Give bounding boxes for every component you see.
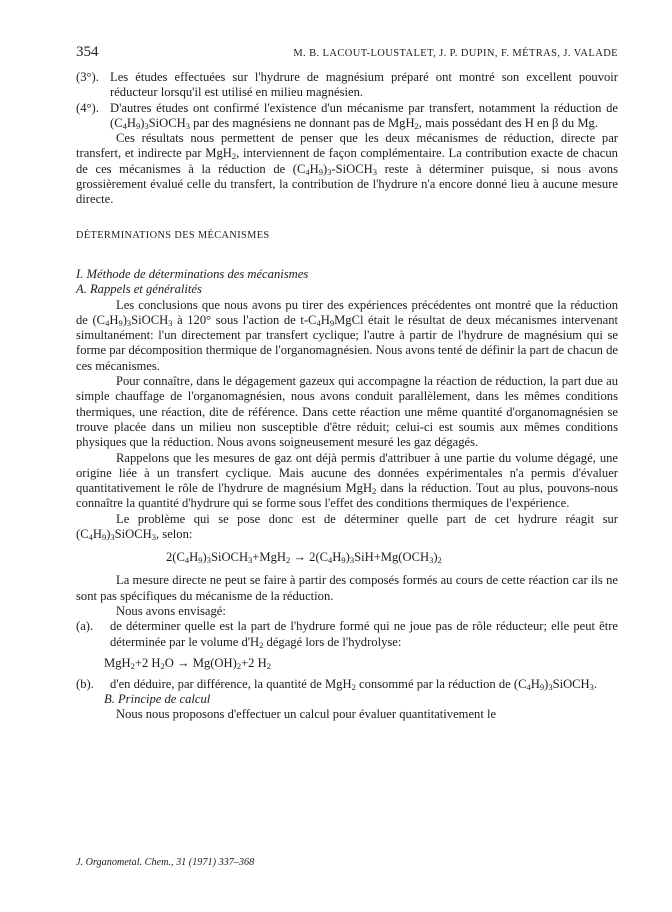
paragraph-probleme: Le problème qui se pose donc est de déterminer quelle part de cet hydrure réagit sur $(C_4H_9)_3SiOCH_3$, selon: xyxy=(76,511,618,543)
running-authors: M. B. LACOUT-LOUSTALET, J. P. DUPIN, F. MÉTRAS, J. VALADE xyxy=(293,48,618,59)
item-label: (b). xyxy=(76,676,94,691)
list-item-a xyxy=(76,619,618,650)
item-text: D'autres études ont confirmé l'existence d'un mécanisme par transfert, notamment la réduction de $(C_4H_9)_3SiOCH_3$ par des magnésiens ne donnant pas de MgH$_2$, mais possédant des H en β du Mg. xyxy=(110,100,618,131)
equation-reduction: $2(C_4H_9)_3SiOCH_3+MgH_2 \to 2(C_4H_9)_3SiH+Mg(OCH_3)_2$ xyxy=(166,550,442,566)
paragraph-calcul: Nous nous proposons d'effectuer un calcul pour évaluer quantitativement le xyxy=(116,707,497,722)
section-title: DÉTERMINATIONS DES MÉCANISMES xyxy=(76,229,270,241)
item-label: (4°). xyxy=(76,100,99,115)
item-label: (a). xyxy=(76,619,94,634)
list-item-3 xyxy=(76,70,618,101)
running-header xyxy=(76,44,618,70)
heading-principe: B. Principe de calcul xyxy=(104,692,211,707)
item-label: (3°). xyxy=(76,70,99,84)
page xyxy=(76,44,618,723)
heading-rappels: A. Rappels et généralités xyxy=(76,282,202,297)
intro-paragraph: Ces résultats nous permettent de penser que les deux mécanismes de réduction, directe par transfert, et indirecte par MgH$_2$, interviennent de façon complémentaire. La contribution exacte de chacun de ces mécanismes à la réduction de $(C_4H_9)_3-SiOCH_3$ reste à déterminer puisque, si nous avons grossièrement évalué celle du transfert, la contribution de l'hydrure n'a encore donné lieu à aucune mesure directe. xyxy=(76,131,618,207)
page-number: 354 xyxy=(76,44,99,60)
paragraph-reference: Pour connaître, dans le dégagement gazeux qui accompagne la réaction de réduction, la part due au simple chauffage de l'organomagnésien, nous avons conduit parallèlement, dans les mêmes conditions thermiques, une réaction, dite de référence. Dans cette réaction une même quantité d'organomagnésien se trouve placée dans un milieu non susceptible d'être réduit; celui-ci est soumis aux mêmes conditions physiques que la réduction. Nous avons soigneusement mesuré les gaz dégagés. xyxy=(76,374,618,450)
item-text: Les études effectuées sur l'hydrure de magnésium préparé ont montré son excellent pouvoir réducteur lorsqu'il est utilisé en milieu magnésien. xyxy=(110,70,618,100)
journal-footer: J. Organometal. Chem., 31 (1971) 337–368 xyxy=(76,857,255,868)
item-text: d'en déduire, par différence, la quantité de MgH$_2$ consommé par la réduction de $(C_4H_9)_3SiOCH_3$. xyxy=(110,676,598,692)
list-item-b xyxy=(76,677,618,692)
item-text: de déterminer quelle est la part de l'hydrure formé qui ne joue pas de rôle réducteur; elle peut être déterminée par le volume $d'H_2$ dégagé lors de l'hydrolyse: xyxy=(110,619,618,650)
paragraph-conclusions: Les conclusions que nous avons pu tirer des expériences précédentes ont montré que la réduction de $(C_4H_9)_3SiOCH_3$ à 120° sous l'action de $t-C_4H_9MgCl$ était le résultat de deux mécanismes intervenant simultanément: l'un directement par transfert cyclique; l'autre à partir de l'hydrure de magnésium qui se forme par décomposition thermique de l'organomagnésien. Nous avons tenté de définir la part de chacun de ces mécanismes. xyxy=(76,297,618,373)
paragraph-rappelons: Rappelons que les mesures de gaz ont déjà permis d'attribuer à une partie du volume dégagé, une origine liée à un transfert cyclique. Mais aucune des données expérimentales n'a permis d'évaluer quantitativement le rôle de l'hydrure de magnésium MgH$_2$ dans la réduction. Tout au plus, pouvons-nous connaître la quantité d'hydrure qui se forme sous l'effet des conditions thermiques de l'expérience. xyxy=(76,450,618,511)
paragraph-mesure-directe: La mesure directe ne peut se faire à partir des composés formés au cours de cette réaction car ils ne sont pas spécifiques du mécanisme de la réduction. xyxy=(76,573,618,603)
equation-hydrolysis: MgH$_2$+2 $H_2O \to Mg(OH)_2+2$ $H_2$ xyxy=(104,655,271,671)
paragraph-envisage: Nous avons envisagé: xyxy=(116,603,226,618)
list-item-4 xyxy=(76,101,618,132)
heading-method: I. Méthode de déterminations des mécanismes xyxy=(76,266,309,281)
